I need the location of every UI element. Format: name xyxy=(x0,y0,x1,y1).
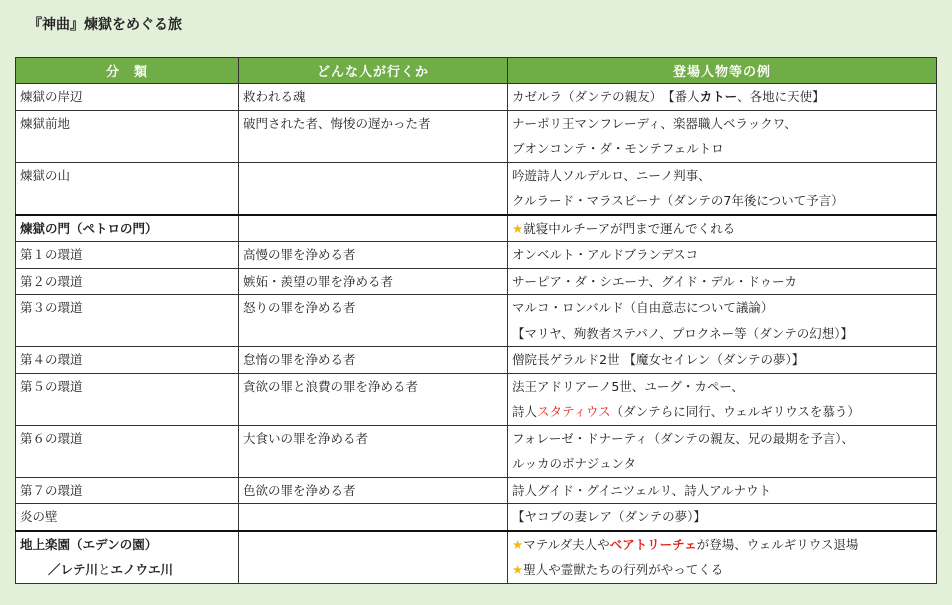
category-cell xyxy=(16,425,239,477)
category-text xyxy=(20,216,234,242)
category-text: 煉獄の岸辺 xyxy=(20,89,83,104)
text-segment: 就寝中ルチーアが門まで運んでくれる xyxy=(523,220,736,236)
examples-text: フォレーゼ・ドナーティ（ダンテの親友、兄の最期を予言）、 xyxy=(512,430,855,446)
who-cell xyxy=(239,215,508,242)
table-row xyxy=(16,477,937,504)
text-segment-bold: 煉獄の門 xyxy=(20,220,71,236)
who-cell xyxy=(239,531,508,584)
category-text: 第３の環道 xyxy=(20,300,83,315)
table-row xyxy=(16,347,937,374)
who-cell xyxy=(239,504,508,531)
category-cell xyxy=(16,215,239,242)
who-cell xyxy=(239,242,508,269)
text-segment-bold: 地上楽園 xyxy=(20,536,71,552)
examples-text: サーピア・ダ・シエーナ、グイド・デル・ドゥーカ xyxy=(512,273,797,289)
text-segment-bold: （ペトロの門） xyxy=(70,220,158,236)
category-cell xyxy=(16,347,239,374)
examples-text: 【マリヤ、殉教者ステパノ、プロクネー等（ダンテの幻想）】 xyxy=(512,325,854,341)
text-segment-bold: カトー xyxy=(699,89,738,104)
who-cell xyxy=(239,425,508,477)
who-cell xyxy=(239,295,508,347)
who-text: 大食いの罪を浄める者 xyxy=(243,430,369,446)
table-row xyxy=(16,425,937,477)
text-segment-highlight: スタティウス xyxy=(537,404,611,419)
examples-text xyxy=(512,399,932,425)
who-text: 高慢の罪を浄める者 xyxy=(243,247,356,262)
examples-text: ルッカのボナジュンタ xyxy=(512,456,637,471)
text-segment: と xyxy=(98,562,111,577)
category-text: 第１の環道 xyxy=(20,247,83,262)
table-row xyxy=(16,504,937,531)
category-text: 第６の環道 xyxy=(20,430,83,446)
text-segment: が登場、ウェルギリウス退場 xyxy=(696,536,859,552)
table-row xyxy=(16,373,937,425)
text-segment: 詩人 xyxy=(512,404,538,419)
examples-cell xyxy=(508,504,937,531)
category-text: 煉獄前地 xyxy=(20,115,71,131)
category-cell xyxy=(16,110,239,162)
category-text: 炎の壁 xyxy=(20,509,58,524)
table-row xyxy=(16,531,937,584)
examples-text: ナーポリ王マンフレーディ、楽器職人ベラックワ、 xyxy=(512,115,797,131)
examples-cell xyxy=(508,347,937,374)
table-row xyxy=(16,84,937,111)
category-cell xyxy=(16,373,239,425)
who-text: 貪欲の罪と浪費の罪を浄める者 xyxy=(243,378,419,394)
category-text xyxy=(20,532,234,558)
who-text: 救われる魂 xyxy=(243,89,306,104)
who-text: 怠惰の罪を浄める者 xyxy=(243,352,356,367)
examples-cell xyxy=(508,215,937,242)
text-segment-highlight: ベアトリーチェ xyxy=(609,536,697,552)
who-text: 怒りの罪を浄める者 xyxy=(243,300,356,315)
who-cell xyxy=(239,268,508,295)
page-title: 『神曲』煉獄をめぐる旅 xyxy=(28,17,182,33)
text-segment: （ダンテらに同行、ウェルギリウスを慕う） xyxy=(610,404,860,419)
table-row xyxy=(16,215,937,242)
star-icon: ★ xyxy=(512,536,524,552)
category-cell xyxy=(16,531,239,584)
category-cell xyxy=(16,162,239,215)
who-cell xyxy=(239,110,508,162)
examples-cell xyxy=(508,373,937,425)
examples-cell xyxy=(508,425,937,477)
header-category: 分 類 xyxy=(16,58,239,84)
examples-cell xyxy=(508,531,937,584)
category-text: 第４の環道 xyxy=(20,352,83,367)
text-segment-bold: （エデンの園） xyxy=(70,536,158,552)
category-cell xyxy=(16,477,239,504)
table-row xyxy=(16,295,937,347)
who-text: 嫉妬・羨望の罪を浄める者 xyxy=(243,273,394,289)
examples-text: 僧院長ゲラルド2世 【魔女セイレン（ダンテの夢）】 xyxy=(512,352,805,367)
category-cell xyxy=(16,84,239,111)
header-examples: 登場人物等の例 xyxy=(508,58,937,84)
examples-text: 吟遊詩人ソルデルロ、ニーノ判事、 xyxy=(512,167,711,183)
category-cell xyxy=(16,268,239,295)
who-text xyxy=(243,532,503,558)
star-icon: ★ xyxy=(512,220,524,236)
category-text: 第７の環道 xyxy=(20,482,83,498)
category-text: 第２の環道 xyxy=(20,273,83,289)
who-text xyxy=(243,504,503,530)
table-row xyxy=(16,110,937,162)
examples-cell xyxy=(508,242,937,269)
who-text xyxy=(243,163,503,189)
examples-cell xyxy=(508,162,937,215)
examples-text xyxy=(512,532,932,558)
examples-text: マルコ・ロンバルド（自由意志について議論） xyxy=(512,300,774,315)
examples-text: 【ヤコブの妻レア（ダンテの夢）】 xyxy=(512,509,706,524)
who-cell xyxy=(239,477,508,504)
examples-text: クルラード・マラスピーナ（ダンテの7年後について予言） xyxy=(512,193,844,208)
header-who: どんな人が行くか xyxy=(239,58,508,84)
examples-cell xyxy=(508,84,937,111)
text-segment: カゼルラ（ダンテの親友） 【番人 xyxy=(512,89,700,104)
category-text xyxy=(20,557,234,583)
text-segment: マテルダ夫人や xyxy=(523,536,610,552)
who-cell xyxy=(239,373,508,425)
examples-cell xyxy=(508,295,937,347)
examples-cell xyxy=(508,477,937,504)
examples-text xyxy=(512,84,932,110)
text-segment: 聖人や霊獣たちの行列がやってくる xyxy=(523,562,724,577)
purgatory-table xyxy=(15,57,937,584)
who-cell xyxy=(239,162,508,215)
examples-text xyxy=(512,557,932,583)
category-text: 煉獄の山 xyxy=(20,167,71,183)
category-cell xyxy=(16,504,239,531)
examples-text: 法王アドリアーノ5世、ユーグ・カペー、 xyxy=(512,378,744,394)
who-cell xyxy=(239,84,508,111)
who-text: 破門された者、悔悛の遅かった者 xyxy=(243,115,431,131)
who-cell xyxy=(239,347,508,374)
examples-text: ブオンコンテ・ダ・モンテフェルトロ xyxy=(512,141,724,156)
table-row xyxy=(16,162,937,215)
examples-cell xyxy=(508,268,937,295)
examples-text xyxy=(512,216,932,242)
table-row xyxy=(16,268,937,295)
examples-text: オンベルト・アルドブランデスコ xyxy=(512,247,699,262)
category-text: 第５の環道 xyxy=(20,378,83,394)
text-segment-bold: エノウエ川 xyxy=(110,562,174,577)
text-segment: 、各地に天使】 xyxy=(737,89,825,104)
text-segment-bold: ／レテ川 xyxy=(48,562,99,577)
who-text: 色欲の罪を浄める者 xyxy=(243,482,356,498)
header-row xyxy=(16,58,937,84)
who-text xyxy=(243,216,503,242)
examples-text: 詩人グイド・グイニツェルリ、詩人アルナウト xyxy=(512,482,772,498)
star-icon: ★ xyxy=(512,562,524,577)
table-row xyxy=(16,242,937,269)
examples-cell xyxy=(508,110,937,162)
category-cell xyxy=(16,242,239,269)
category-cell xyxy=(16,295,239,347)
